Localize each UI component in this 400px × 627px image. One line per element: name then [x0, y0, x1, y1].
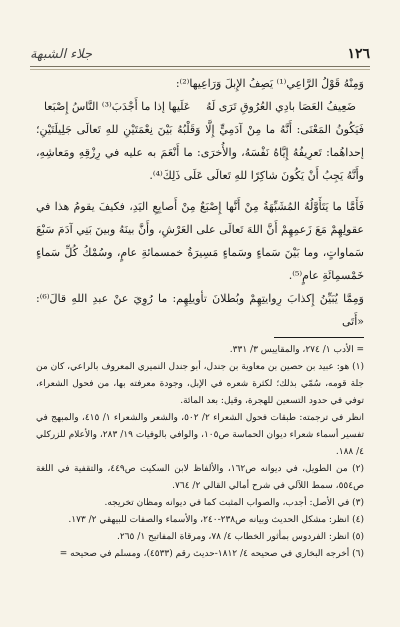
page-number: ١٢٦	[347, 46, 370, 62]
footnote-1: (١) هو: عبيد بن حصين بن معاوية بن جندل، أبو جندل النميري المعروف بالراعي، كان من جلة قومه، سُمّي بذلك؛ لكثرة شعره في الإبل، وجودة معرفته بها، من فحول الشعراء، توفي في حدود التسعين للهجرة، وقيل: بعد المائة.	[36, 362, 364, 406]
paragraph-1: وَمِنْهُ قَوْلُ الرَّاعِي⁽¹⁾ يَصِفُ الإِبلَ وَرَاعِيها⁽²⁾:	[175, 77, 364, 90]
footnote-1-sources: انظر في ترجمته: طبقات فحول الشعراء ٢/ ٥٠٢، والشعر والشعراء ١/ ٤١٥، والمبهج في تفسير أسماء شعراء ديوان الحماسة ص١٠٥، والوافي بالوفيات ١٩/ ٢٨٣، والأعلام للزركلي ٤/ ١٨٨.	[36, 413, 365, 457]
footnote-separator	[274, 337, 364, 338]
footnote-3: (٣) في الأصل: أجدب، والصواب المثبت كما في ديوانه ومظان تخريجه.	[104, 498, 364, 508]
page-header	[30, 40, 370, 68]
footnote-6: (٦) أخرجه البخاري في صحيحه ٤/ ١٨١٢-حديث رقم (٤٥٣٣)، ومسلم في صحيحه =	[59, 549, 364, 559]
paragraph-2: فَيَكُونُ المَعْنَى: أَنَّهُ ما مِنْ آدَمِيٍّ إِلَّا وَقَلْبُهُ بَيْنَ نِعْمَتَيْنِ للهِ تَعالَى جَلِيلَتَيْنِ؛ إحداهُما: تَعرِيفُهُ إِيَّاهُ نَفْسَهُ، والأُخرَى: ما أَنْعَمَ به عليه في رِزْقِهِ ومَعاشِهِ، وأَنَّهُ يَجِبُ أَنْ يَكُونَ شاكِرًا للهِ تَعالَى عَلَى ذَلِكَ⁽⁴⁾.	[36, 123, 364, 182]
header-rule	[30, 66, 370, 67]
footnote-carry: = الأدب ١/ ٢٧٤، والمقاييس ٣/ ٣٣١.	[229, 345, 364, 355]
paragraph-4: وَمِمَّا يُبَيِّنُ إِكذابَ رِوايتِهِمْ وبُطلانَ تأويلِهِم: ما رُوِيَ عنْ عبدِ اللهِ قالَ⁽⁶⁾: «أَتَى	[36, 292, 364, 328]
poetry-verse	[36, 95, 364, 118]
footnote-4: (٤) انظر: مشكل الحديث وبيانه ص٢٣٨-٢٤٠، والأسماء والصفات للبيهقي ٢/ ١٧٣.	[68, 515, 364, 525]
verse-second-hemistich: عَلَيها إذا ما أَجْدَبَ⁽³⁾ النَّاسُ إِصْبَعا	[44, 100, 191, 113]
main-text	[36, 72, 364, 563]
running-title: جلاء الشبهة	[30, 46, 93, 62]
verse-first-hemistich: ضَعِيفُ العَصَا بادِي العُرُوقِ تَرَى لَهُ	[206, 100, 356, 113]
footnote-5: (٥) انظر: الفردوس بمأثور الخطاب ٤/ ٧٨، ومرقاة المفاتيح ١/ ٢٦٥.	[117, 532, 364, 542]
paragraph-3: فَأَمَّا ما يَتَأَوَّلُهُ المُشَبِّهَةُ مِنْ أَنَّها إِصْبَعٌ مِنْ أَصابِعِ اليَدِ، فكيفَ يقومُ هذا في عقولِهِمْ مَعَ زَعمِهِمْ أَنَّ اللهَ تَعالَى على العَرْشِ، وأَنَّ بينَهُ وبينَ بَنِي آدَمَ سَبْعَ سَماواتٍ، وما بَيْنَ سَماءٍ وسَماءٍ مَسِيرَةُ خمسمائةِ عامٍ، وسُمْكُ كُلِّ سَماءٍ خَمْسمِائَةِ عامٍ⁽⁵⁾.	[36, 200, 364, 282]
footnote-2: (٢) من الطويل، في ديوانه ص١٦٢، والألفاظ لابن السكيت ص٤٤٩، والتقفية في اللغة ص٥٥٤، سمط اللآلي في شرح أمالي القالي ٢/ ٧٦٤.	[36, 464, 364, 491]
